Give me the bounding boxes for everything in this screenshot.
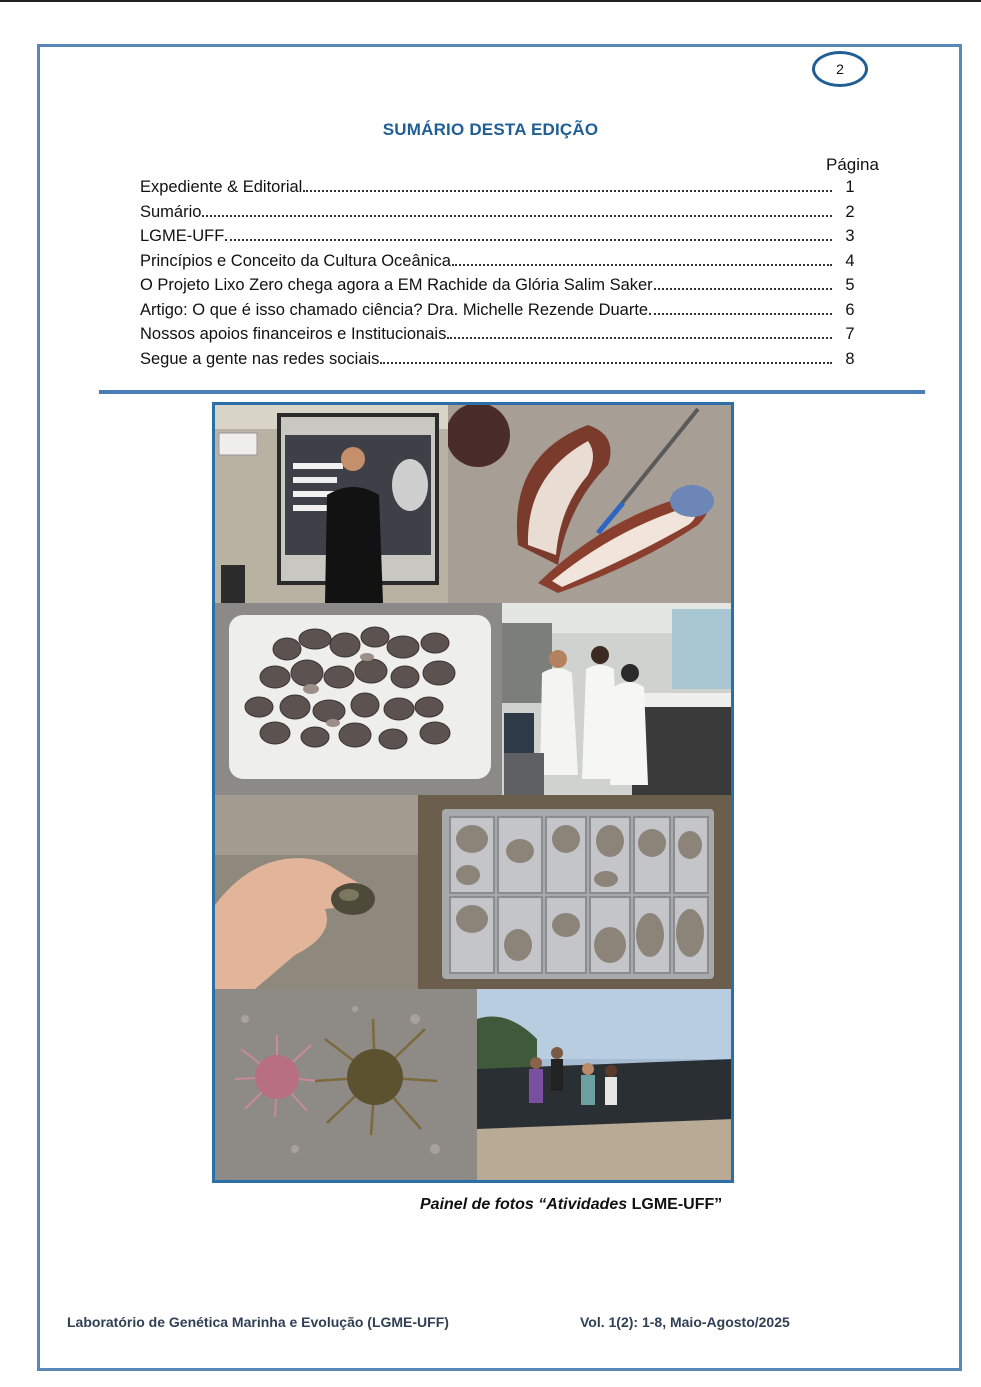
toc-entry[interactable] — [140, 252, 870, 277]
toc-entry-page: 5 — [845, 276, 855, 294]
photo-sea-urchins — [215, 989, 477, 1182]
photo-lecture — [215, 405, 448, 603]
toc-leader-dots — [447, 337, 832, 339]
photo-clams-board — [215, 603, 502, 795]
toc-entry[interactable] — [140, 301, 870, 326]
footer-volume-info: Vol. 1(2): 1-8, Maio-Agosto/2025 — [580, 1314, 790, 1330]
toc-entry-label: LGME-UFF — [140, 227, 225, 245]
section-divider — [99, 390, 925, 394]
toc-entry[interactable] — [140, 203, 870, 228]
photo-shell-tray — [418, 795, 734, 989]
top-edge-line — [0, 0, 981, 2]
caption-italic-part: Painel de fotos “Atividades — [420, 1196, 632, 1213]
toc-entry[interactable] — [140, 227, 870, 252]
toc-entry[interactable] — [140, 178, 870, 203]
photo-hand-clam — [215, 795, 418, 989]
page-number-badge — [812, 51, 868, 87]
caption-bold-part: LGME-UFF” — [631, 1196, 723, 1213]
table-of-contents — [140, 178, 870, 374]
toc-entry-label: Artigo: O que é isso chamado ciência? Dra. Michelle Rezende Duarte — [140, 300, 649, 319]
footer-lab-name: Laboratório de Genética Marinha e Evolução (LGME-UFF) — [67, 1314, 449, 1330]
toc-leader-dots — [380, 362, 832, 364]
toc-entry-page: 7 — [845, 325, 855, 343]
toc-entry-page: 4 — [845, 251, 855, 270]
toc-entry-label: Expediente & Editorial — [140, 178, 303, 196]
toc-entry-page: 8 — [845, 349, 855, 368]
toc-leader-dots — [654, 288, 832, 290]
toc-entry-label: Segue a gente nas redes sociais — [140, 349, 380, 368]
toc-entry-label: Princípios e Conceito da Cultura Oceânica — [140, 251, 451, 270]
photo-mussel-shell — [448, 405, 734, 603]
toc-entry[interactable] — [140, 325, 870, 350]
toc-entry-label: Nossos apoios financeiros e Institucionais — [140, 325, 447, 343]
toc-leader-dots — [452, 264, 832, 266]
toc-title: SUMÁRIO DESTA EDIÇÃO — [382, 120, 599, 139]
toc-leader-dots — [649, 313, 832, 315]
photo-collage — [212, 402, 734, 1183]
toc-entry-label: Sumário — [140, 202, 202, 221]
toc-entry-page: 2 — [845, 202, 855, 221]
toc-entry[interactable] — [140, 276, 870, 301]
photo-rocky-shore — [477, 989, 734, 1182]
page-column-header: Página — [826, 155, 879, 174]
toc-entry-label: O Projeto Lixo Zero chega agora a EM Rachide da Glória Salim Saker — [140, 276, 653, 294]
toc-leader-dots — [303, 190, 832, 192]
toc-entry-page: 6 — [845, 300, 855, 319]
page-number: 2 — [836, 61, 844, 77]
toc-leader-dots — [202, 215, 832, 217]
photo-laboratory — [502, 603, 734, 795]
toc-entry-page: 3 — [845, 227, 855, 245]
photo-panel-caption — [420, 1196, 722, 1214]
toc-entry-page: 1 — [845, 178, 855, 196]
toc-entry[interactable] — [140, 350, 870, 375]
toc-leader-dots — [225, 239, 832, 241]
